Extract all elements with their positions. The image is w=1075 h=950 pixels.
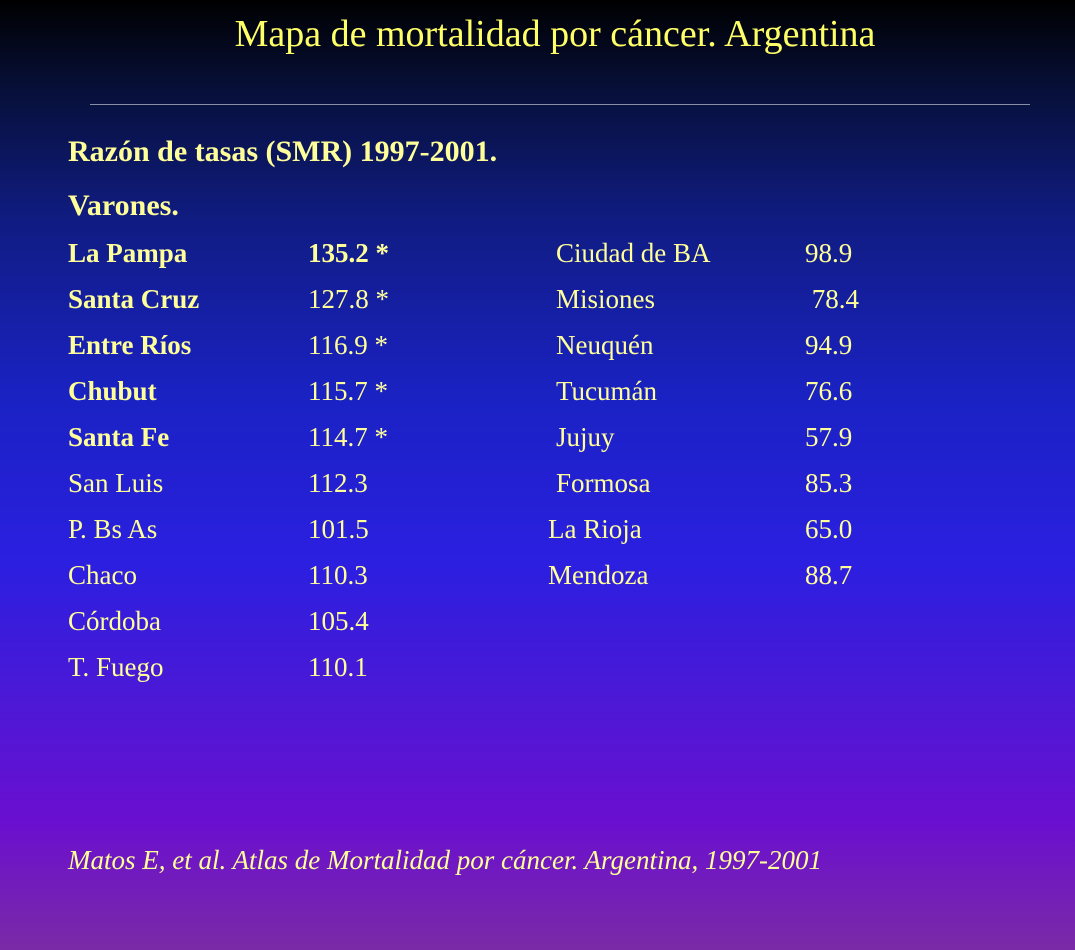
right-province-3: Neuquén bbox=[556, 330, 654, 360]
source-citation: Matos E, et al. Atlas de Mortalidad por cáncer. Argentina, 1997-2001 bbox=[68, 845, 822, 875]
left-province-9: Córdoba bbox=[68, 606, 161, 636]
left-value-5: 114.7 * bbox=[308, 422, 388, 452]
right-value-5: 57.9 bbox=[805, 422, 853, 452]
right-province-2: Misiones bbox=[556, 284, 656, 314]
left-province-4: Chubut bbox=[68, 376, 157, 406]
title-divider bbox=[90, 104, 1030, 105]
left-province-6: San Luis bbox=[68, 468, 164, 498]
left-value-2: 127.8 * bbox=[308, 284, 389, 314]
left-province-5: Santa Fe bbox=[68, 422, 170, 452]
smr-subtitle: Razón de tasas (SMR) 1997-2001. bbox=[68, 135, 498, 168]
right-value-1: 98.9 bbox=[805, 238, 853, 268]
right-province-6: Formosa bbox=[556, 468, 651, 498]
right-value-8: 88.7 bbox=[805, 560, 853, 590]
left-province-10: T. Fuego bbox=[68, 652, 164, 682]
right-province-1: Ciudad de BA bbox=[556, 238, 711, 268]
left-value-10: 110.1 bbox=[308, 652, 368, 682]
left-province-3: Entre Ríos bbox=[68, 330, 192, 360]
left-value-7: 101.5 bbox=[308, 514, 369, 544]
right-province-5: Jujuy bbox=[556, 422, 615, 452]
right-value-4: 76.6 bbox=[805, 376, 853, 406]
right-value-7: 65.0 bbox=[805, 514, 853, 544]
left-value-9: 105.4 bbox=[308, 606, 369, 636]
slide-title: Mapa de mortalidad por cáncer. Argentina bbox=[234, 13, 876, 55]
right-province-8: Mendoza bbox=[548, 560, 649, 590]
left-province-1: La Pampa bbox=[68, 238, 188, 268]
left-province-7: P. Bs As bbox=[68, 514, 158, 544]
right-value-3: 94.9 bbox=[805, 330, 853, 360]
left-province-8: Chaco bbox=[68, 560, 137, 590]
left-value-1: 135.2 * bbox=[308, 238, 389, 268]
left-value-4: 115.7 * bbox=[308, 376, 388, 406]
left-value-6: 112.3 bbox=[308, 468, 368, 498]
right-value-6: 85.3 bbox=[805, 468, 853, 498]
left-value-3: 116.9 * bbox=[308, 330, 388, 360]
right-value-2: 78.4 bbox=[805, 284, 859, 314]
sex-group-label: Varones. bbox=[68, 189, 179, 222]
right-province-7: La Rioja bbox=[548, 514, 642, 544]
left-value-8: 110.3 bbox=[308, 560, 368, 590]
left-province-2: Santa Cruz bbox=[68, 284, 200, 314]
right-province-4: Tucumán bbox=[556, 376, 658, 406]
